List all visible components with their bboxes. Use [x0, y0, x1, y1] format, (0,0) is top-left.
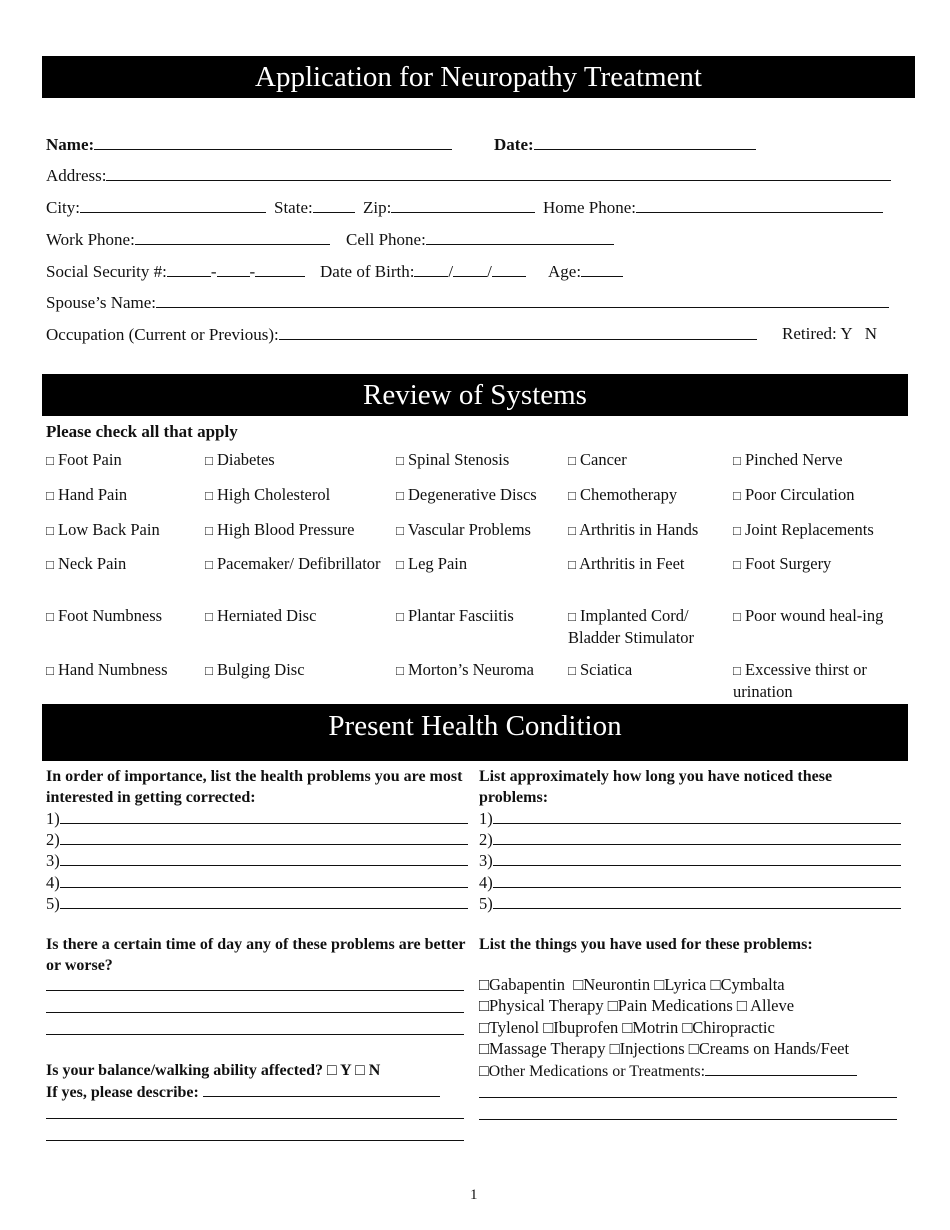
zip-field[interactable] — [363, 197, 535, 218]
ros-option-label: Pacemaker/ Defibrillator — [216, 554, 381, 573]
ros-option-label: Poor Circulation — [744, 485, 855, 504]
checkbox-icon[interactable]: □ — [733, 663, 741, 678]
ros-option-label: Joint Replacements — [744, 520, 874, 539]
other-line-1[interactable] — [479, 1097, 897, 1098]
describe-line-2[interactable] — [46, 1140, 464, 1141]
phc-title: Present Health Condition — [328, 710, 622, 742]
ros-option[interactable] — [396, 484, 566, 506]
balance-options[interactable]: □ Y □ N — [327, 1062, 381, 1079]
line-number: 2) — [46, 830, 60, 849]
checkbox-icon[interactable]: □ — [205, 453, 213, 468]
ros-option-label: Chemotherapy — [579, 485, 678, 504]
ros-option-label: Pinched Nerve — [744, 450, 843, 469]
ros-option[interactable] — [396, 519, 566, 541]
ros-option[interactable] — [46, 484, 196, 506]
duration-line[interactable] — [479, 850, 901, 871]
treatment-options[interactable]: □Physical Therapy □Pain Medications □ Alleve — [479, 996, 795, 1015]
ros-option-label: Low Back Pain — [57, 520, 160, 539]
page-title: Application for Neuropathy Treatment — [255, 61, 702, 93]
balance-label: Is your balance/walking ability affected? — [46, 1062, 324, 1079]
ros-option[interactable] — [568, 519, 728, 541]
ros-option-label: Arthritis in Feet — [579, 554, 685, 573]
name-label: Name: — [46, 135, 95, 154]
checkbox-icon[interactable]: □ — [568, 557, 576, 572]
home-phone-field[interactable] — [543, 197, 883, 218]
ros-option[interactable] — [568, 484, 728, 506]
checkbox-icon[interactable]: □ — [205, 663, 213, 678]
retired-field[interactable]: Retired: Y N — [782, 324, 878, 343]
checkbox-icon[interactable]: □ — [568, 609, 576, 624]
ros-option[interactable] — [568, 449, 728, 471]
treatments-question: List the things you have used for these problems: — [479, 936, 813, 953]
ros-option-label: Neck Pain — [57, 554, 127, 573]
checkbox-icon[interactable]: □ — [396, 453, 404, 468]
line-number: 1) — [46, 809, 60, 828]
ros-option[interactable] — [396, 449, 566, 471]
line-number: 3) — [479, 851, 493, 870]
ros-option-label: Foot Surgery — [744, 554, 832, 573]
ros-option-label: Foot Numbness — [57, 606, 163, 625]
ros-title: Review of Systems — [363, 379, 587, 411]
checkbox-icon[interactable]: □ — [396, 663, 404, 678]
checkbox-icon[interactable]: □ — [205, 488, 213, 503]
ros-option[interactable] — [733, 484, 908, 506]
address-field[interactable] — [46, 165, 891, 186]
describe-label: If yes, please describe: — [46, 1084, 199, 1101]
ros-option[interactable] — [733, 659, 908, 702]
ros-option[interactable] — [733, 519, 908, 541]
line-number: 1) — [479, 809, 493, 828]
ros-option[interactable] — [205, 519, 390, 541]
treatment-options[interactable]: □Massage Therapy □Injections □Creams on Hands/Feet — [479, 1039, 850, 1058]
duration-line[interactable] — [479, 893, 901, 914]
checkbox-icon[interactable]: □ — [733, 557, 741, 572]
ros-option-label: High Blood Pressure — [216, 520, 355, 539]
city-field[interactable] — [46, 197, 266, 218]
ros-option[interactable] — [46, 659, 196, 681]
age-field[interactable] — [548, 261, 623, 282]
ros-option-label: Arthritis in Hands — [579, 520, 699, 539]
home-phone-label: Home Phone: — [543, 198, 637, 217]
line-number: 4) — [479, 873, 493, 892]
ros-option-label: Herniated Disc — [216, 606, 317, 625]
ros-option-label: High Cholesterol — [216, 485, 331, 504]
ros-option[interactable] — [46, 519, 196, 541]
ros-option[interactable] — [396, 553, 566, 575]
describe-line-1[interactable] — [46, 1118, 464, 1119]
line-number: 5) — [479, 894, 493, 913]
ros-banner — [42, 374, 908, 416]
name-field[interactable] — [46, 134, 452, 155]
ros-option-label: Bulging Disc — [216, 660, 305, 679]
checkbox-icon[interactable]: □ — [568, 523, 576, 538]
ros-option-label: Leg Pain — [407, 554, 468, 573]
spouse-field[interactable] — [46, 292, 889, 313]
ros-option[interactable] — [205, 484, 390, 506]
ros-option[interactable] — [205, 605, 390, 627]
ros-option[interactable] — [568, 659, 728, 681]
problem-line[interactable] — [46, 829, 468, 850]
ssn-label: Social Security #: — [46, 262, 167, 281]
checkbox-icon[interactable]: □ — [396, 557, 404, 572]
checkbox-icon[interactable]: □ — [46, 523, 54, 538]
date-label: Date: — [494, 135, 534, 154]
time-of-day-line-2[interactable] — [46, 1012, 464, 1013]
ros-option-label: Plantar Fasciitis — [407, 606, 514, 625]
time-of-day-line-1[interactable] — [46, 990, 464, 991]
address-label: Address: — [46, 166, 107, 185]
dob-label: Date of Birth: — [320, 262, 415, 281]
problem-line[interactable] — [46, 850, 468, 871]
checkbox-icon[interactable]: □ — [733, 609, 741, 624]
ros-option-label: Diabetes — [216, 450, 275, 469]
zip-label: Zip: — [363, 198, 392, 217]
time-of-day-question: Is there a certain time of day any of these problems are better or worse? — [46, 936, 466, 974]
checkbox-icon[interactable]: □ — [733, 523, 741, 538]
ros-option-label: Spinal Stenosis — [407, 450, 510, 469]
duration-line[interactable] — [479, 829, 901, 850]
ros-option[interactable] — [733, 553, 908, 575]
spouse-label: Spouse’s Name: — [46, 293, 157, 312]
ros-option[interactable] — [568, 605, 728, 648]
cell-phone-label: Cell Phone: — [346, 230, 426, 249]
ros-option-label: Foot Pain — [57, 450, 122, 469]
ros-option-label: Poor wound heal-ing — [744, 606, 884, 625]
dob-field[interactable]: Date of Birth: / / — [320, 261, 526, 282]
checkbox-icon[interactable]: □ — [396, 488, 404, 503]
ros-option[interactable] — [46, 449, 196, 471]
ros-option-label: Implanted Cord/ Bladder Stimulator — [568, 606, 695, 647]
ros-option[interactable] — [46, 553, 196, 575]
checkbox-icon[interactable]: □ — [46, 488, 54, 503]
occupation-label: Occupation (Current or Previous): — [46, 325, 279, 344]
duration-line[interactable] — [479, 808, 901, 829]
phc-banner — [42, 704, 908, 761]
ros-option-label: Vascular Problems — [407, 520, 531, 539]
other-line-2[interactable] — [479, 1119, 897, 1120]
ros-option[interactable] — [205, 449, 390, 471]
ros-option-label: Hand Pain — [57, 485, 128, 504]
ros-option[interactable] — [733, 449, 908, 471]
ros-option-label: Hand Numbness — [57, 660, 168, 679]
problems-question: In order of importance, list the health problems you are most interested in getting corrected: — [46, 768, 463, 806]
checkbox-icon[interactable]: □ — [396, 609, 404, 624]
checkbox-icon[interactable]: □ — [46, 557, 54, 572]
line-number: 2) — [479, 830, 493, 849]
balance-question — [46, 1060, 476, 1081]
state-field[interactable] — [274, 197, 355, 218]
treatment-options[interactable]: □Gabapentin □Neurontin □Lyrica □Cymbalta — [479, 975, 785, 994]
problem-line[interactable] — [46, 872, 468, 893]
problem-line[interactable] — [46, 893, 468, 914]
describe-field[interactable] — [46, 1081, 476, 1103]
page-number: 1 — [470, 1187, 478, 1203]
checkbox-icon[interactable]: □ — [568, 663, 576, 678]
checkbox-icon[interactable]: □ — [396, 523, 404, 538]
checkbox-icon[interactable]: □ — [568, 488, 576, 503]
state-label: State: — [274, 198, 313, 217]
ros-option[interactable] — [46, 605, 196, 627]
title-banner — [42, 56, 915, 98]
checkbox-icon[interactable]: □ — [733, 488, 741, 503]
treatment-options[interactable]: □Tylenol □Ibuprofen □Motrin □Chiropractic — [479, 1018, 775, 1037]
ros-option[interactable] — [396, 605, 566, 627]
ros-option[interactable] — [396, 659, 566, 681]
checkbox-icon[interactable]: □ — [46, 609, 54, 624]
checkbox-icon[interactable]: □ — [205, 609, 213, 624]
ros-option-label: Cancer — [579, 450, 627, 469]
line-number: 3) — [46, 851, 60, 870]
duration-line[interactable] — [479, 872, 901, 893]
time-of-day-line-3[interactable] — [46, 1034, 464, 1035]
occupation-field[interactable] — [46, 324, 757, 345]
checkbox-icon[interactable]: □ — [205, 557, 213, 572]
city-label: City: — [46, 198, 81, 217]
checkbox-icon[interactable]: □ — [568, 453, 576, 468]
checkbox-icon[interactable]: □ — [205, 523, 213, 538]
ros-option-label: Excessive thirst or urination — [733, 660, 867, 701]
ros-option[interactable] — [205, 659, 390, 681]
ros-option-label: Degenerative Discs — [407, 485, 537, 504]
ros-option[interactable] — [205, 553, 390, 575]
checkbox-icon[interactable]: □ — [46, 453, 54, 468]
ssn-field[interactable]: Social Security #: - - — [46, 261, 305, 282]
checkbox-icon[interactable]: □ — [46, 663, 54, 678]
work-phone-label: Work Phone: — [46, 230, 135, 249]
other-treatments-field[interactable] — [479, 1060, 909, 1082]
ros-option-label: Morton’s Neuroma — [407, 660, 535, 679]
ros-instruction: Please check all that apply — [46, 422, 238, 441]
date-field[interactable] — [494, 134, 756, 155]
checkbox-icon[interactable]: □ — [733, 453, 741, 468]
ros-option[interactable] — [733, 605, 908, 627]
work-phone-field[interactable] — [46, 229, 330, 250]
ros-option-label: Sciatica — [579, 660, 633, 679]
line-number: 5) — [46, 894, 60, 913]
problem-line[interactable] — [46, 808, 468, 829]
age-label: Age: — [548, 262, 582, 281]
other-treatments-label: □Other Medications or Treatments: — [479, 1063, 706, 1080]
duration-question: List approximately how long you have noticed these problems: — [479, 768, 833, 806]
ros-option[interactable] — [568, 553, 728, 575]
cell-phone-field[interactable] — [346, 229, 614, 250]
line-number: 4) — [46, 873, 60, 892]
